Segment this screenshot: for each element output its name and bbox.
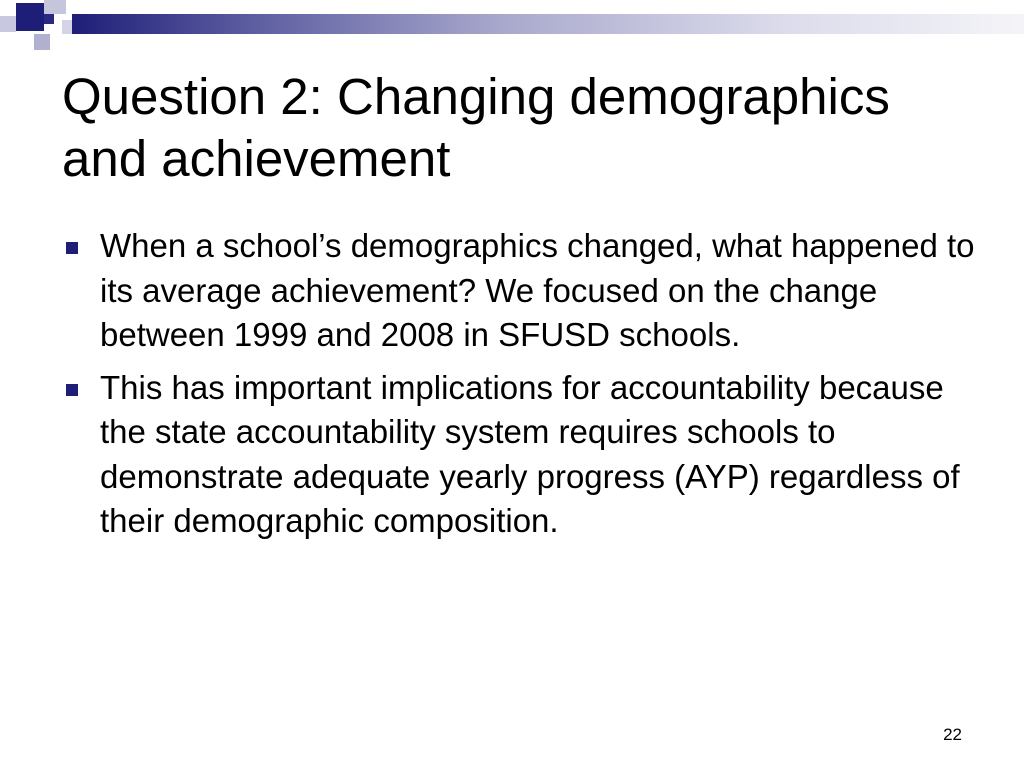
decor-square [0, 16, 16, 32]
decor-square [44, 14, 54, 24]
bullet-list [62, 224, 982, 552]
bullet-item [62, 224, 982, 358]
bullet-text: This has important implications for accountability because the state accountability system requires schools to demonstrate adequate yearly progress (AYP) regardless of their demographic composition. [100, 368, 960, 539]
header-decoration [0, 0, 1024, 60]
bullet-item [62, 366, 982, 544]
bullet-text: When a school’s demographics changed, what happened to its average achievement? We focused on the change between 1999 and 2008 in SFUSD schools. [100, 227, 975, 353]
decor-square [44, 0, 66, 14]
header-gradient-bar [72, 14, 1024, 34]
page-number: 22 [943, 725, 962, 744]
slide-title: Question 2: Changing demographics and achievement [62, 68, 890, 187]
square-bullet-icon [66, 242, 78, 254]
decor-square [16, 3, 44, 31]
square-bullet-icon [66, 384, 78, 396]
decor-square [62, 20, 72, 34]
decor-square [34, 34, 50, 50]
